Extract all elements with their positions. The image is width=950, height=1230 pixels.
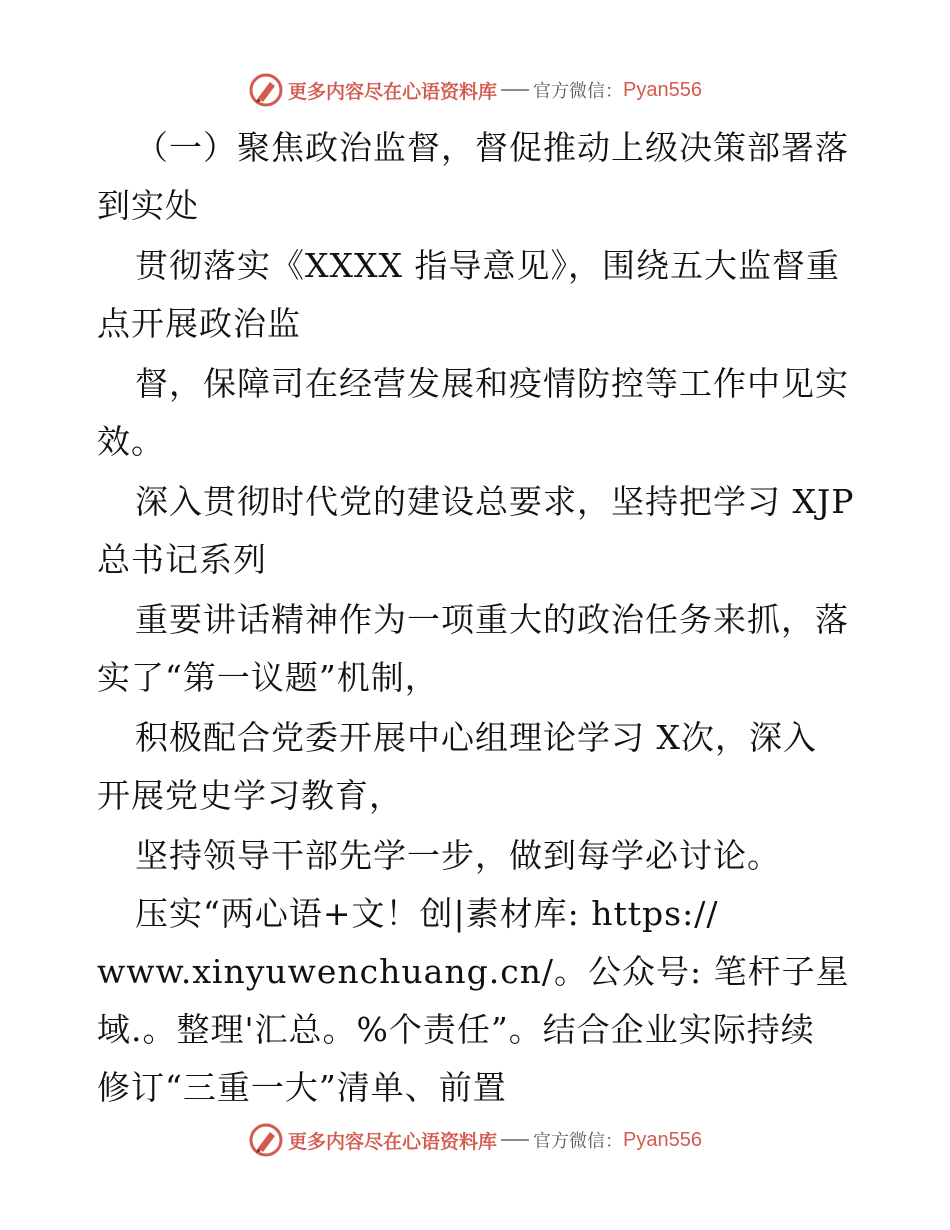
footer-wechat-label: 官方微信： [533,1131,624,1152]
body-line: 贯彻落实《XXXX 指导意见》，围绕五大监督重 [135,246,840,285]
body-line: 督，保障司在经营发展和疫情防控等工作中见实 [135,364,849,403]
footer-wechat-id: Pyan556 [623,1128,702,1151]
footer-banner-dash [501,1139,529,1141]
body-line: 实了“第一议题”机制， [97,658,439,697]
body-line: 域.。整理'汇总。%个责任”。结合企业实际持续 [97,1010,815,1049]
body-line: （一）聚焦政治监督，督促推动上级决策部署落 [135,128,849,167]
body-line: 坚持领导干部先学一步，做到每学必讨论。 [135,836,781,875]
body-line: 深入贯彻时代党的建设总要求，坚持把学习 XJP [135,482,855,521]
body-line: 点开展政治监 [97,304,301,343]
body-line: 积极配合党委开展中心组理论学习 X次，深入 [135,718,817,757]
footer-banner-text: 更多内容尽在心语资料库 [288,1130,498,1153]
body-line: www.xinyuwenchuang.cn/。公众号: 笔杆子星 [97,952,850,991]
pen-logo-icon [248,1122,284,1158]
header-watermark-banner [0,70,950,110]
body-line: 总书记系列 [97,540,267,579]
body-line: 开展党史学习教育， [97,776,403,815]
pen-logo-icon [248,72,284,108]
body-line: 到实处 [97,186,199,225]
body-line: 重要讲话精神作为一项重大的政治任务来抓，落 [135,600,849,639]
header-wechat-label: 官方微信： [533,81,624,102]
header-wechat-id: Pyan556 [623,78,702,101]
footer-watermark-banner [0,1120,950,1160]
body-line: 压实“两心语+文！创|素材库: https:// [135,894,719,933]
body-line: 修订“三重一大”清单、前置 [97,1068,507,1107]
header-banner-dash [501,89,529,91]
body-line: 效。 [97,422,165,461]
header-banner-text: 更多内容尽在心语资料库 [288,80,498,103]
